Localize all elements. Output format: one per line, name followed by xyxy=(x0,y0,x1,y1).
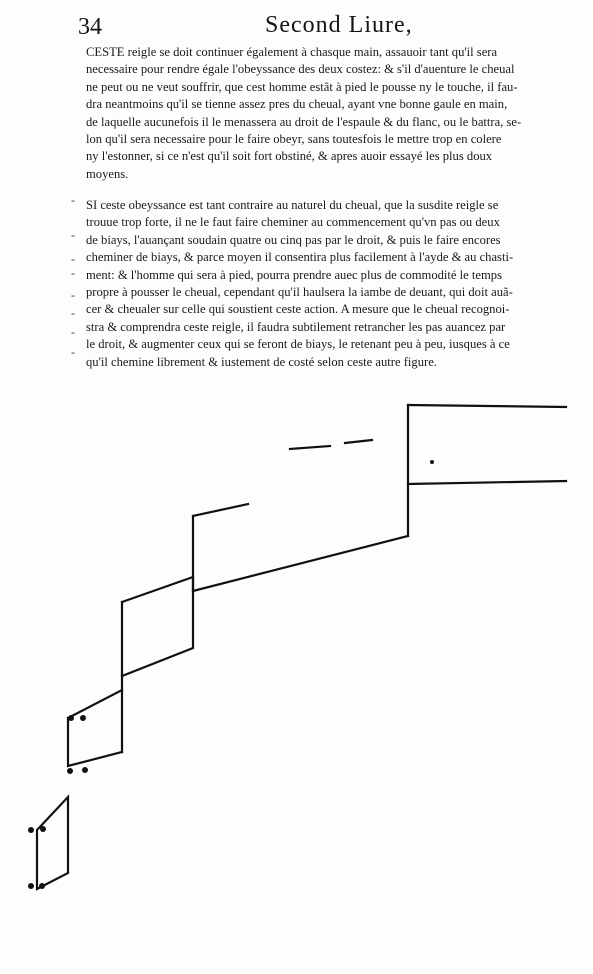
text-line: le droit, & augmenter ceux qui se feront de biays, le retenant peu à peu, iusques à ce xyxy=(86,337,510,352)
diagram-dash-line xyxy=(345,440,372,443)
diagram-step-line xyxy=(193,536,408,591)
text-line: ment: & l'homme qui sera à pied, pourra prendre auec plus de commodité le temps xyxy=(86,267,502,282)
text-line: ne peut ou ne veut souffrir, que cest homme estât à pied le pousse ny le touche, il fau- xyxy=(86,79,518,94)
text-line: ny l'estonner, si ce n'est qu'il soit fort obstiné, & apres auoir essayé les plus doux xyxy=(86,149,493,164)
page-number: 34 xyxy=(78,14,102,40)
diagram-step-line xyxy=(408,481,566,484)
diagram-step-line xyxy=(408,405,566,407)
text-line: trouue trop forte, il ne le faut faire cheminer au commencement qu'vn pas ou deux xyxy=(86,215,500,230)
hoof-mark xyxy=(430,460,434,464)
text-line: de biays, l'auançant soudain quatre ou cinq pas par le droit, & puis le faire encores xyxy=(86,232,501,247)
hoof-mark xyxy=(28,827,34,833)
text-line: de laquelle aucunefois il le menassera au droit de l'espaule & du flanc, ou le battra, se- xyxy=(86,114,522,129)
hoof-mark xyxy=(28,883,34,889)
hoof-mark xyxy=(68,715,74,721)
diagram-step-line xyxy=(122,577,193,602)
text-line: necessaire pour rendre égale l'obeyssance des deux costez: & s'il d'auenture le cheual xyxy=(86,62,515,77)
running-title: Second Liure, xyxy=(265,12,413,38)
hoof-mark xyxy=(40,826,46,832)
hoof-mark xyxy=(39,883,45,889)
text-line: CESTE reigle se doit continuer également à chasque main, assauoir tant qu'il sera xyxy=(86,45,498,59)
diagram-step-line xyxy=(68,718,122,766)
margin-mark: - xyxy=(71,345,75,359)
diagram-step-line xyxy=(37,797,68,889)
text-line: qu'il chemine librement & iustement de costé selon ceste autre figure. xyxy=(86,354,437,369)
hoof-mark xyxy=(82,767,88,773)
margin-mark: - xyxy=(71,193,75,207)
text-line: moyens. xyxy=(86,166,129,181)
text-line: stra & comprendra ceste reigle, il faudra subtilement retrancher les pas auancez par xyxy=(86,319,506,334)
text-line: cheminer de biays, & parce moyen il consentira plus facilement à l'ayde & au chasti- xyxy=(86,250,514,265)
margin-mark: - xyxy=(71,252,75,266)
diagram-step-line xyxy=(68,690,122,752)
text-line: cer & cheualer sur celle qui soustient ceste action. A mesure que le cheual recognoi- xyxy=(86,302,510,317)
diagram-dash-line xyxy=(290,446,330,449)
margin-mark: - xyxy=(71,288,75,302)
diagram-step-line xyxy=(193,504,248,516)
text-line: lon qu'il sera necessaire pour le faire obeyr, sans toutesfois le mettre trop en colere xyxy=(86,132,502,147)
hoof-mark xyxy=(80,715,86,721)
text-line: dra neantmoins qu'il se tienne assez pres du cheual, ayant vne bonne gaule en main, xyxy=(86,97,508,112)
text-line: propre à pousser le cheual, cependant qu'il haulsera la iambe de deuant, qui doit auã- xyxy=(86,285,513,300)
text-line: SI ceste obeyssance est tant contraire au naturel du cheual, que la susdite reigle se xyxy=(86,198,499,212)
margin-mark: - xyxy=(71,325,75,339)
diagram-step-line xyxy=(122,577,193,676)
margin-mark: - xyxy=(71,306,75,320)
hoof-mark xyxy=(67,768,73,774)
margin-mark: - xyxy=(71,266,75,280)
margin-mark: - xyxy=(71,228,75,242)
